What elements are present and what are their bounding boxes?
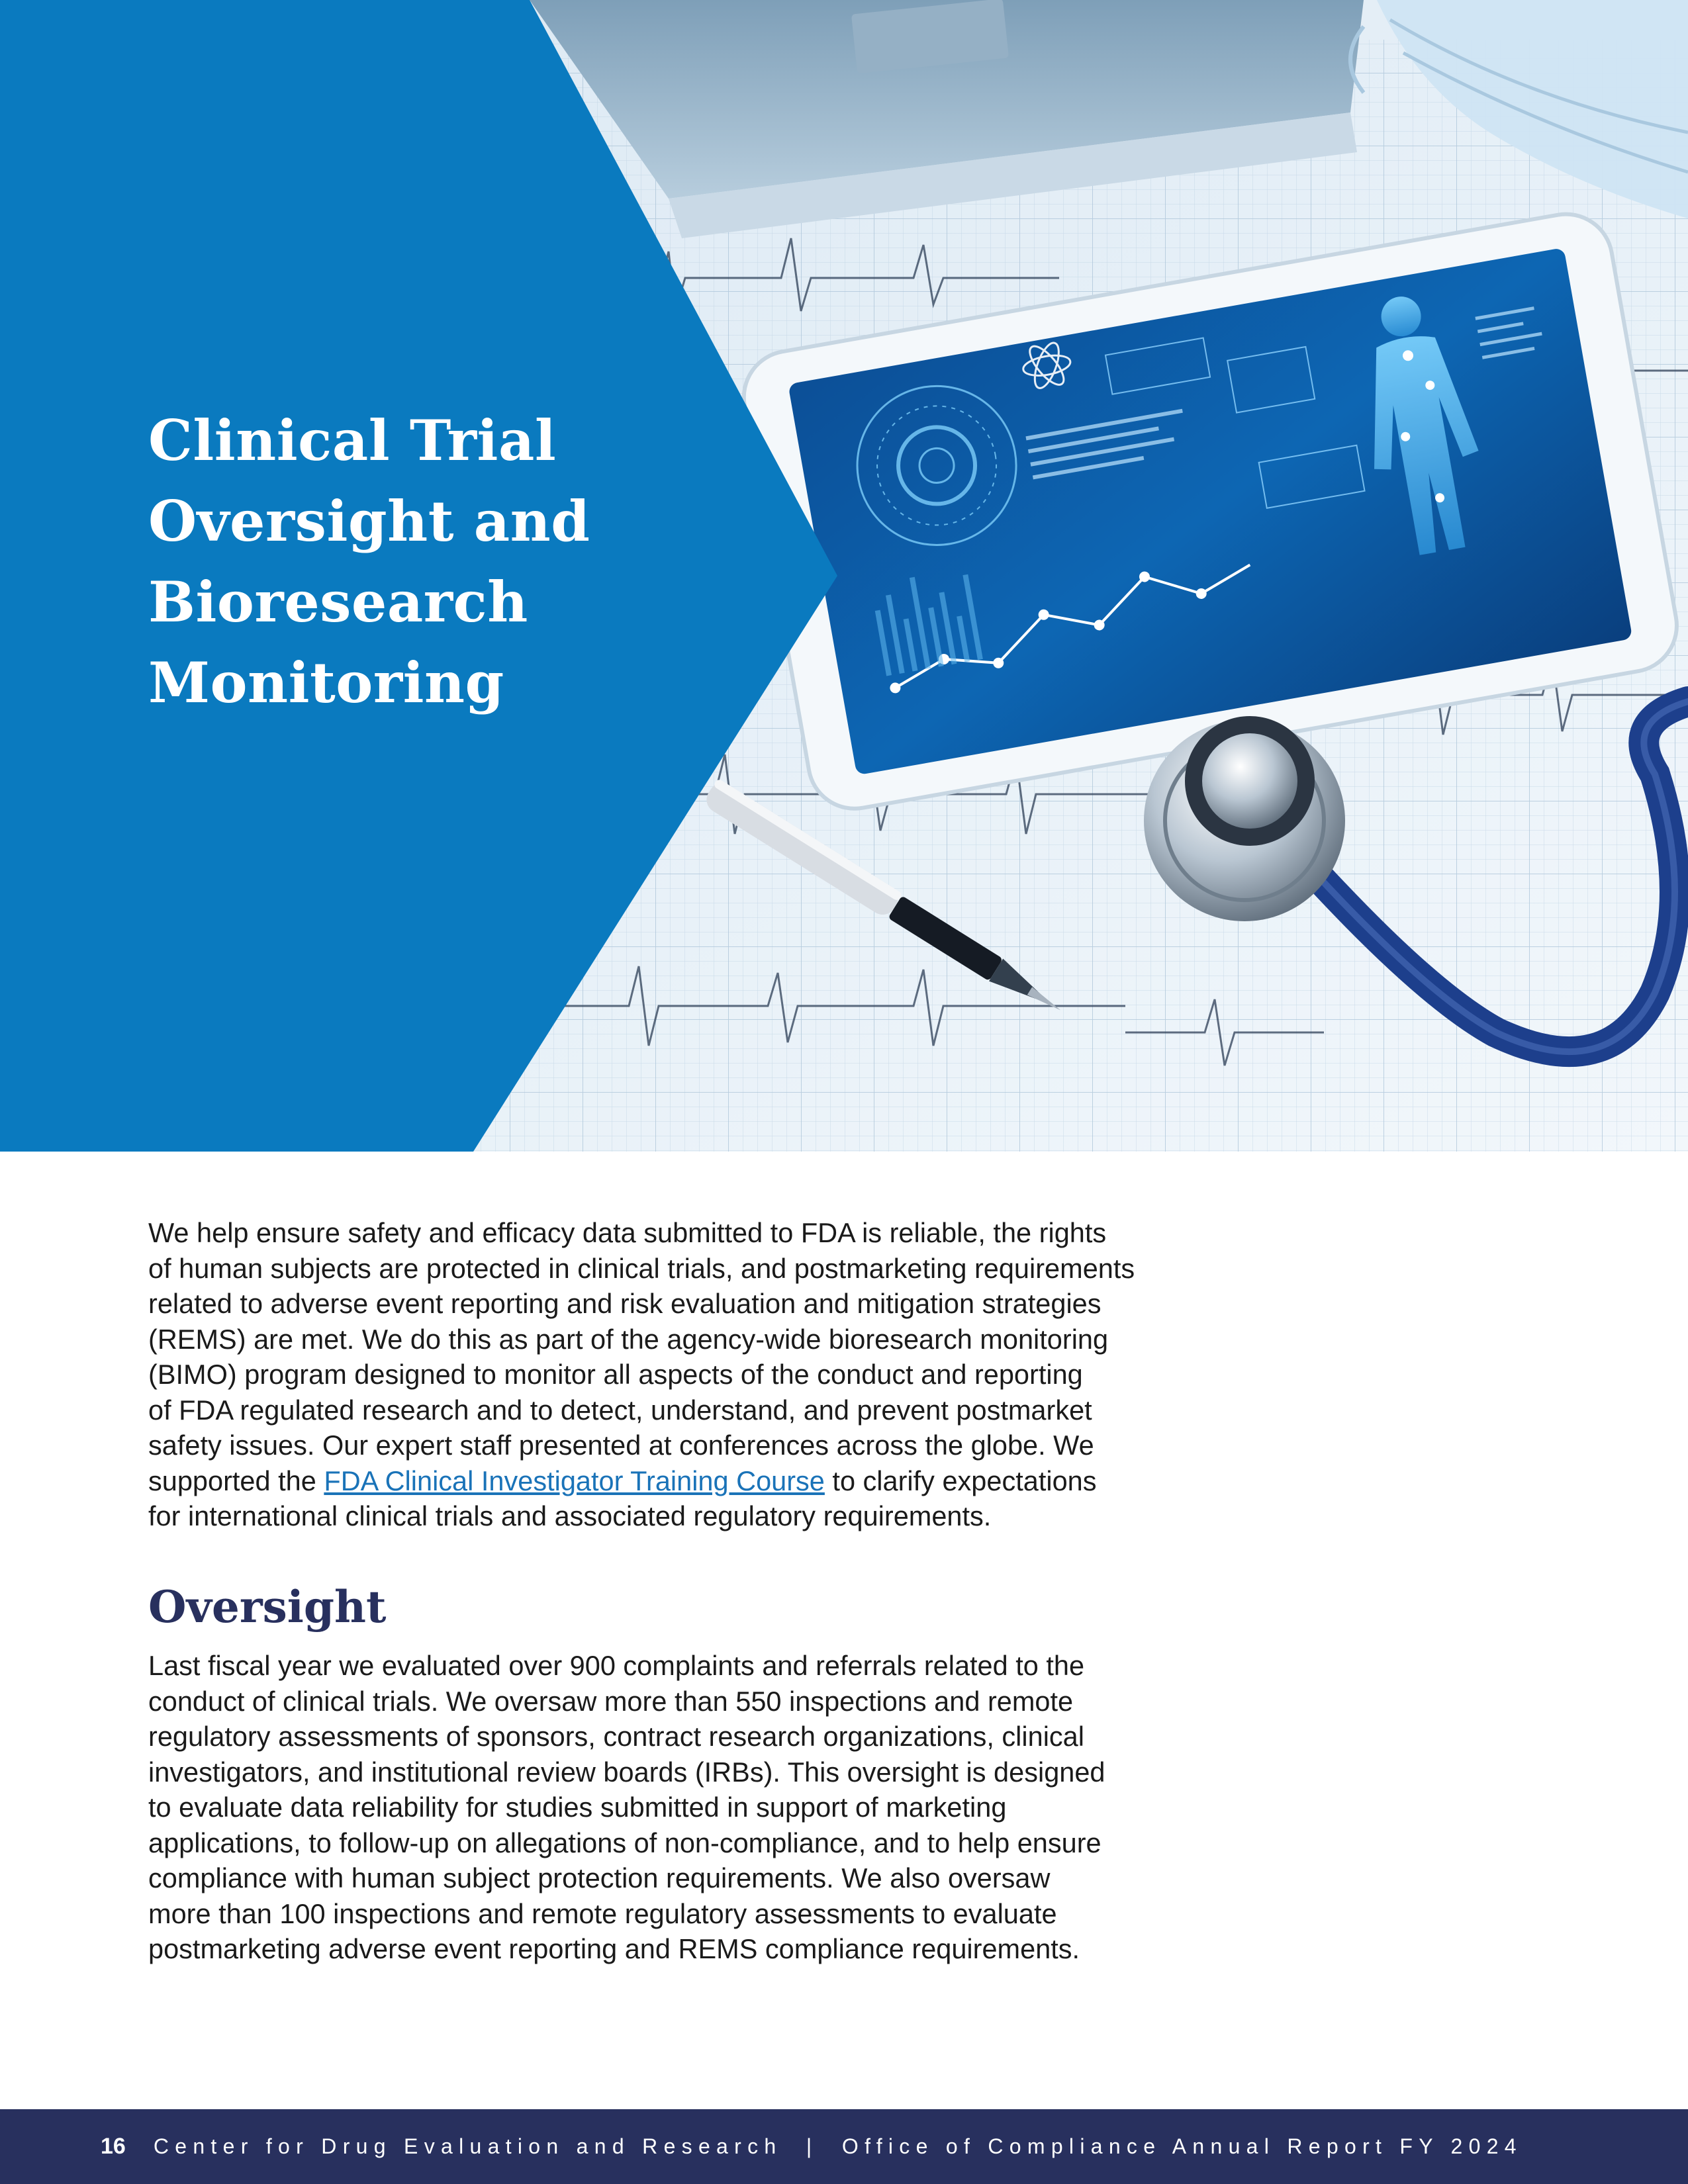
text-line: of human subjects are protected in clinical trials, and postmarketing requirements (148, 1252, 1135, 1284)
text-line: applications, to follow-up on allegations of non-compliance, and to help ensure (148, 1827, 1102, 1858)
footer-text: Center for Drug Evaluation and Research | Office of Compliance Annual Report FY 2024 (153, 2134, 1523, 2158)
page-footer (0, 2109, 1688, 2184)
oversight-heading: Oversight (148, 1581, 387, 1633)
training-course-link[interactable]: FDA Clinical Investigator Training Course (324, 1465, 825, 1496)
text-line: of FDA regulated research and to detect, understand, and prevent postmarket (148, 1394, 1092, 1426)
page-number: 16 (101, 2134, 126, 2159)
link-prefix-text: supported the (148, 1465, 324, 1496)
text-line: regulatory assessments of sponsors, contract research organizations, clinical (148, 1721, 1084, 1752)
text-line: Last fiscal year we evaluated over 900 complaints and referrals related to the (148, 1650, 1085, 1681)
page-title-line: Clinical Trial (148, 408, 557, 473)
text-line: investigators, and institutional review boards (IRBs). This oversight is designed (148, 1756, 1105, 1788)
main-content (148, 1215, 1274, 1964)
text-line: safety issues. Our expert staff presented at conferences across the globe. We (148, 1430, 1094, 1461)
intro-paragraph (148, 1215, 1274, 1534)
text-line: (REMS) are met. We do this as part of the agency-wide bioresearch monitoring (148, 1323, 1109, 1355)
link-suffix-text: to clarify expectations (824, 1465, 1097, 1496)
text-line: We help ensure safety and efficacy data submitted to FDA is reliable, the rights (148, 1217, 1107, 1248)
text-line: conduct of clinical trials. We oversaw more than 550 inspections and remote (148, 1685, 1074, 1717)
page-title-line: Bioresearch (148, 569, 528, 635)
text-line: to evaluate data reliability for studies submitted in support of marketing (148, 1792, 1007, 1823)
page-title-line: Monitoring (148, 650, 504, 715)
text-line: (BIMO) program designed to monitor all aspects of the conduct and reporting (148, 1359, 1083, 1390)
text-line: compliance with human subject protection requirements. We also oversaw (148, 1862, 1051, 1893)
text-line-with-link (148, 1463, 1274, 1499)
text-line: postmarketing adverse event reporting and REMS compliance requirements. (148, 1933, 1080, 1964)
page-title (148, 400, 691, 723)
text-line: for international clinical trials and associated regulatory requirements. (148, 1500, 992, 1531)
text-line: related to adverse event reporting and risk evaluation and mitigation strategies (148, 1288, 1102, 1319)
oversight-paragraph (148, 1648, 1105, 1967)
page-title-line: Oversight and (148, 488, 590, 554)
text-line: more than 100 inspections and remote regulatory assessments to evaluate (148, 1897, 1057, 1929)
